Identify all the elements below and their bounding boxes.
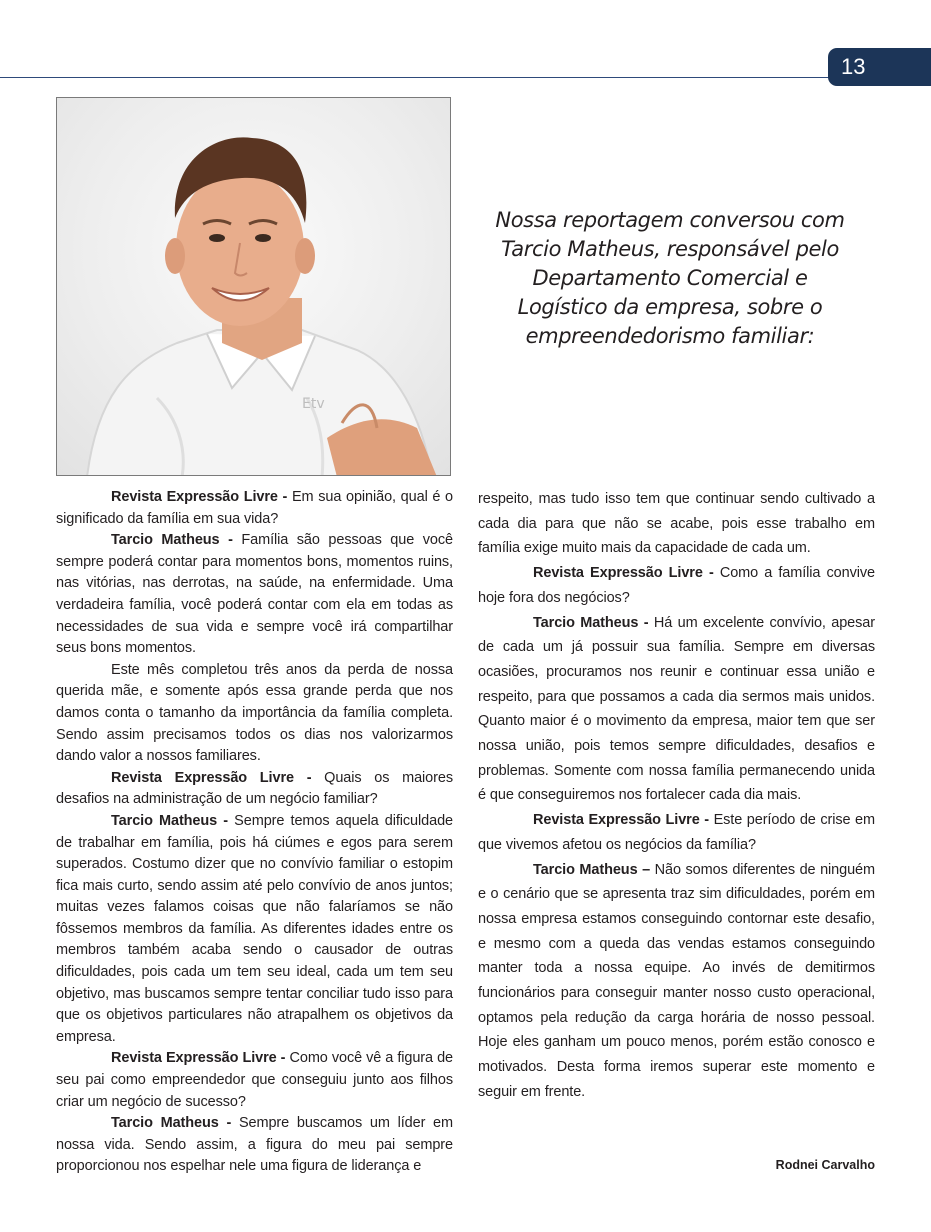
speaker-label: Revista Expressão Livre - <box>111 769 312 786</box>
article-paragraph <box>478 561 875 610</box>
left-column <box>56 487 453 1178</box>
article-paragraph <box>56 811 453 1049</box>
article-paragraph <box>56 660 453 768</box>
speaker-label: Tarcio Matheus - <box>111 532 233 549</box>
article-paragraph <box>56 530 453 660</box>
article-paragraph <box>478 808 875 857</box>
paragraph-text: Este mês completou três anos da perda de nossa querida mãe, e somente após essa grande perda que nos damos conta o tamanho da importância da família completa. Sendo assim precisamos todos os dias nos valorizarmos dando valor a nossos familiares. <box>56 661 453 765</box>
portrait-illustration <box>57 98 451 476</box>
paragraph-text: Em sua opinião, qual é o significado da família em sua vida? <box>56 489 453 527</box>
article-paragraph <box>478 487 875 561</box>
paragraph-text: Como a família convive hoje fora dos negócios? <box>478 565 875 606</box>
paragraph-text: Há um excelente convívio, apesar de cada um já possuir sua família. Sempre em diversas ocasiões, procuramos nos reunir e continuar essa união e respeito, para que possamos a cada dia sermos mais unidos. Quanto maior é o movimento da empresa, maior tem que ser nossa união, pois temos sempre dificuldades, desafios e problemas. Somente com nossa família permanecendo unida é que conseguiremos nos fortalecer cada dia mais. <box>478 614 875 804</box>
article-paragraph <box>56 1048 453 1113</box>
paragraph-text: Como você vê a figura de seu pai como empreendedor que conseguiu junto aos filhos criar um negócio de sucesso? <box>56 1050 453 1110</box>
article-paragraph <box>56 1113 453 1178</box>
shirt-logo: Etv <box>302 396 325 412</box>
page-number: 13 <box>841 54 866 79</box>
article-paragraph <box>478 858 875 1105</box>
speaker-label: Tarcio Matheus - <box>533 614 649 631</box>
paragraph-text: Família são pessoas que você sempre poderá contar para momentos bons, momentos ruins, nas vitórias, nas derrotas, na saúde, na enfermidade. Uma verdadeira família, você poderá contar com ela em todas as necessidades de sua vida e sempre você irá compartilhar seus bons momentos. <box>56 532 453 657</box>
paragraph-text: Quais os maiores desafios na administração de um negócio familiar? <box>56 769 453 808</box>
speaker-label: Tarcio Matheus – <box>533 861 651 878</box>
paragraph-text: Sempre buscamos um líder em nossa vida. Sendo assim, a figura do meu pai sempre proporcionou nos espelhar nele uma figura de liderança e <box>56 1115 453 1175</box>
article-paragraph <box>56 487 453 530</box>
article-intro: Nossa reportagem conversou com Tarcio Matheus, responsável pelo Departamento Comercial e Logístico da empresa, sobre o empreendedorismo familiar: <box>495 208 845 348</box>
speaker-label: Revista Expressão Livre - <box>111 489 288 505</box>
speaker-label: Tarcio Matheus - <box>111 1115 232 1132</box>
paragraph-text: Não somos diferentes de ninguém e o cenário que se apresenta traz sim dificuldades, porém em nossa empresa estamos conseguindo contornar este desafio, e mesmo com a queda das vendas estamos conseguindo manter toda a nossa equipe. Ao invés de demitirmos funcionários para conseguir manter nosso custo operacional, optamos pela redução da carga horária de nosso pessoal. Hoje eles ganham um pouco menos, porém estão conosco e motivados. Desta forma iremos superar este momento e seguir em frente. <box>478 861 875 1100</box>
paragraph-text: Sempre temos aquela dificuldade de trabalhar em família, pois há ciúmes e egos para serem superados. Costumo dizer que no convívio familiar o estopim fica mais curto, sendo assim até pelo convívio de anos juntos; muitas vezes falamos coisas que não falaríamos se não fôssemos membros da família. As diferentes idades entre os membros também acaba sendo o causador de outras dificuldades, pois cada um tem seu ideal, cada um tem seu objetivo, mas buscamos sempre tentar conciliar tudo isso para que os objetivos particulares não atrapalhem os objetivos da empresa. <box>56 812 453 1045</box>
author-signature: Rodnei Carvalho <box>775 1158 875 1172</box>
speaker-label: Tarcio Matheus - <box>111 812 229 829</box>
article-paragraph <box>478 611 875 809</box>
paragraph-text: Este período de crise em que vivemos afetou os negócios da família? <box>478 812 875 853</box>
speaker-label: Revista Expressão Livre - <box>111 1050 286 1067</box>
speaker-label: Revista Expressão Livre - <box>533 565 714 582</box>
right-column <box>478 487 875 1105</box>
article-paragraph <box>56 768 453 811</box>
paragraph-text: respeito, mas tudo isso tem que continuar sendo cultivado a cada dia para que não se acabe, pois esse trabalho em família exige muito mais da capacidade de cada um. <box>478 491 875 557</box>
interviewee-photo <box>56 97 451 476</box>
header-rule <box>0 77 840 78</box>
speaker-label: Revista Expressão Livre - <box>533 812 709 829</box>
page-number-tab <box>828 48 931 86</box>
